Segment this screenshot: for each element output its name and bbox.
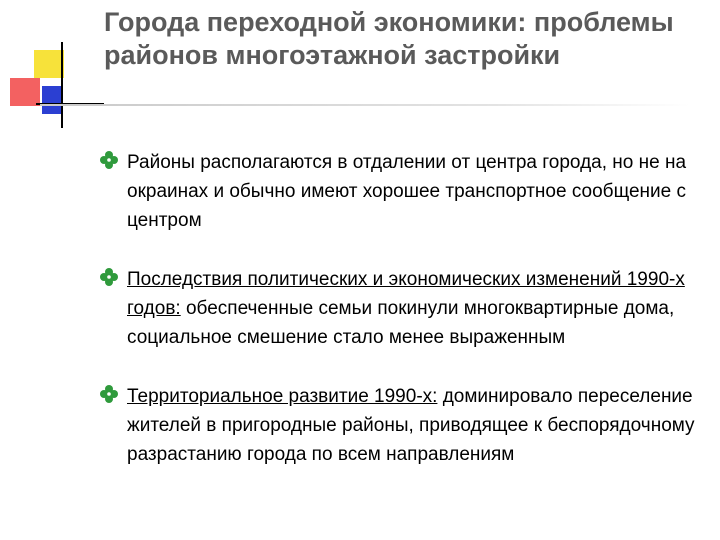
slide-title: Города переходной экономики: проблемы районов многоэтажной застройки [104, 7, 674, 70]
bullet-item [100, 382, 710, 469]
clover-diamond-icon [100, 384, 118, 404]
bullet-text: доминировало переселение жителей в пригородные районы, приводящее к беспорядочному разрастанию города по всем направлениям [127, 386, 695, 465]
clover-diamond-icon [100, 267, 118, 287]
bullet-item [100, 148, 710, 235]
corner-decoration-icon [0, 0, 110, 130]
bullet-text: Районы располагаются в отдалении от центра города, но не на окраинах и обычно имеют хорошее транспортное сообщение с центром [127, 152, 687, 231]
title-divider [40, 104, 690, 106]
clover-diamond-icon [100, 150, 118, 170]
bullet-underlined-heading: Последствия политических и экономических изменений 1990-х годов: [127, 269, 685, 319]
bullet-text: обеспеченные семьи покинули многоквартирные дома, социальное смешение стало менее выраженным [127, 298, 675, 348]
bullet-underlined-heading: Территориальное развитие 1990-х: [127, 386, 438, 407]
bullet-list [100, 148, 710, 499]
bullet-item [100, 265, 710, 352]
